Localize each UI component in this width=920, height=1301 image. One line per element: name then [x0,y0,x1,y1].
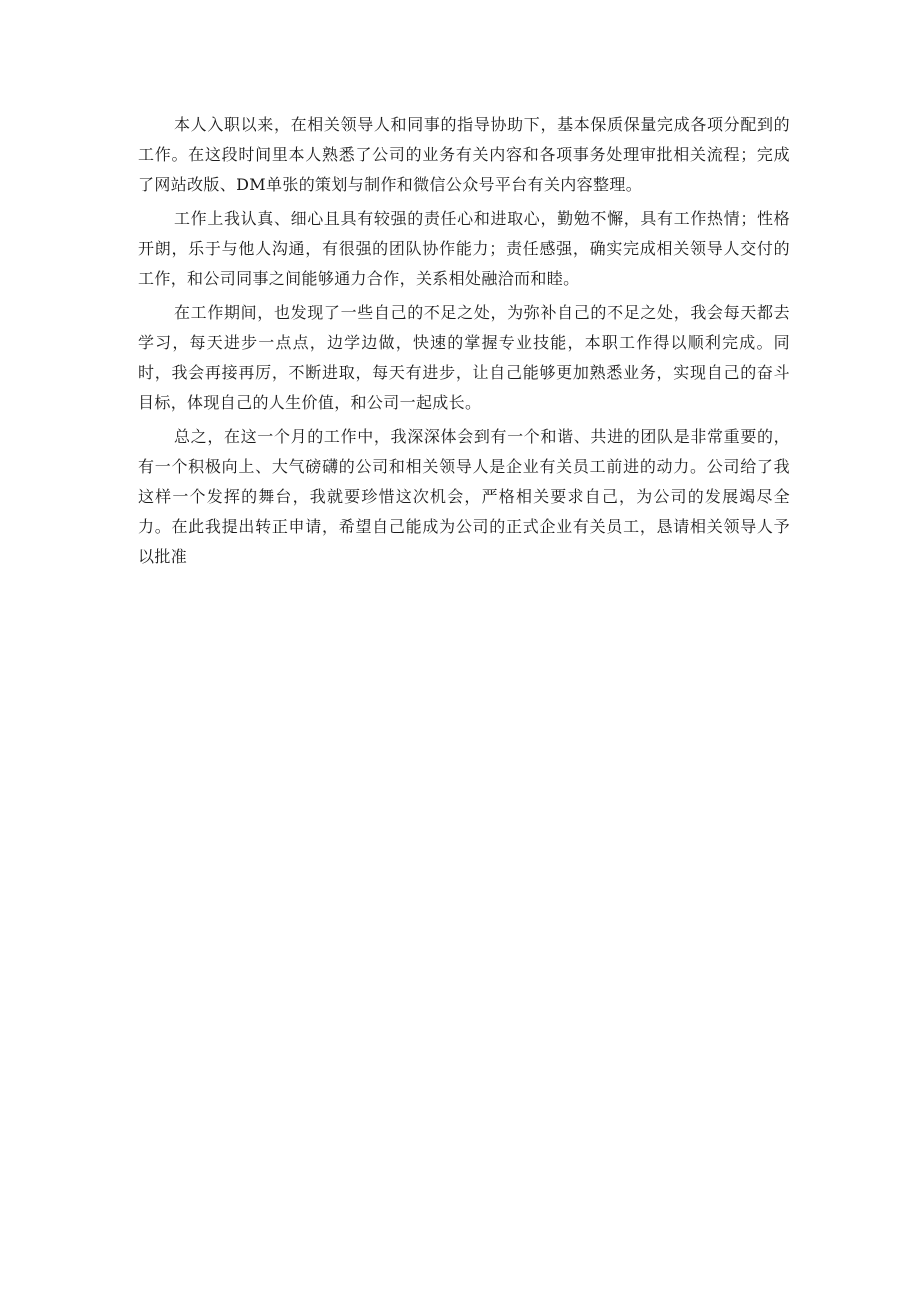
paragraph-1: 本人入职以来，在相关领导人和同事的指导协助下，基本保质保量完成各项分配到的工作。在这段时间里本人熟悉了公司的业务有关内容和各项事务处理审批相关流程；完成了网站改版、DM单张的策划与制作和微信公众号平台有关内容整理。 [138,115,790,194]
paragraph-3: 在工作期间，也发现了一些自己的不足之处，为弥补自己的不足之处，我会每天都去学习，每天进步一点点，边学边做，快速的掌握专业技能，本职工作得以顺利完成。同时，我会再接再厉，不断进取，每天有进步，让自己能够更加熟悉业务，实现自己的奋斗目标，体现自己的人生价值，和公司一起成长。 [138,303,790,412]
paragraph-4: 总之，在这一个月的工作中，我深深体会到有一个和谐、共进的团队是非常重要的，有一个积极向上、大气磅礴的公司和相关领导人是企业有关员工前进的动力。公司给了我这样一个发挥的舞台，我就要珍惜这次机会，严格相关要求自己，为公司的发展竭尽全力。在此我提出转正申请，希望自己能成为公司的正式企业有关员工，恳请相关领导人予以批准 [138,427,790,566]
paragraph-2: 工作上我认真、细心且具有较强的责任心和进取心，勤勉不懈，具有工作热情；性格开朗，乐于与他人沟通，有很强的团队协作能力；责任感强，确实完成相关领导人交付的工作，和公司同事之间能够通力合作，关系相处融洽而和睦。 [138,209,790,288]
document-body [138,110,790,576]
